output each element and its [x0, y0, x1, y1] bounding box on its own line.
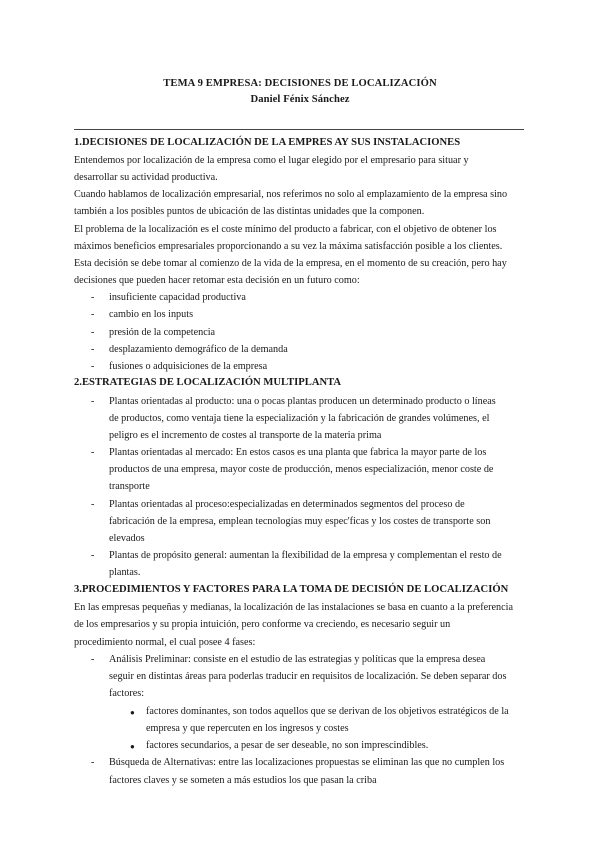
paragraph-line: Entendemos por localización de la empresa como el lugar elegido por el empresario para situar y	[74, 155, 469, 166]
paragraph-line: de los empresarios y su propia intuición, pero conforme va creciendo, es necesario seguir un	[74, 619, 451, 630]
list-item-continuation: factores:	[109, 688, 145, 699]
paragraph-line: desarrollar su actividad productiva.	[74, 172, 218, 183]
dash-marker: -	[91, 654, 95, 665]
list-item-continuation: productos de una empresa, mayor coste de producción, menos especialización, menor coste de	[109, 464, 494, 475]
dash-marker: -	[91, 327, 95, 338]
section-3-heading: 3.PROCEDIMIENTOS Y FACTORES PARA LA TOMA DE DECISIÓN DE LOCALIZACIÓN	[74, 584, 509, 595]
list-item-continuation: seguir en distintas áreas para poderlas traducir en requisitos de localización. Se deben separar dos	[109, 671, 507, 682]
dash-marker: -	[91, 344, 95, 355]
section-1-heading: 1.DECISIONES DE LOCALIZACIÓN DE LA EMPRES AY SUS INSTALACIONES	[74, 137, 461, 148]
list-item: Búsqueda de Alternativas: entre las localizaciones propuestas se eliminan las que no cumplen los	[109, 757, 505, 768]
dash-marker: -	[91, 292, 95, 303]
list-item: Plantas orientadas al producto: una o pocas plantas producen un determinado producto o líneas	[109, 396, 496, 407]
list-item: insuficiente capacidad productiva	[109, 292, 246, 303]
list-item: fusiones o adquisiciones de la empresa	[109, 361, 268, 372]
paragraph-line: Esta decisión se debe tomar al comienzo de la vida de la empresa, en el momento de su creación, pero hay	[74, 258, 507, 269]
sub-list-item: factores secundarios, a pesar de ser deseable, no son imprescindibles.	[146, 740, 429, 751]
list-item-continuation: transporte	[109, 481, 150, 492]
paragraph-line: El problema de la localización es el coste mínimo del producto a fabricar, con el objetivo de obtener los	[74, 224, 497, 235]
list-item: desplazamiento demográfico de la demanda	[109, 344, 288, 355]
paragraph-line: decisiones que pueden hacer retomar esta decisión en un futuro como:	[74, 275, 360, 286]
bullet-icon: ●	[130, 742, 135, 751]
dash-marker: -	[91, 396, 95, 407]
list-item-continuation: peligro es el incremento de costes al transporte de la materia prima	[109, 430, 382, 441]
section-2-heading: 2.ESTRATEGIAS DE LOCALIZACIÓN MULTIPLANTA	[74, 377, 342, 388]
list-item-continuation: factores claves y se someten a más estudios los que pasan la criba	[109, 775, 377, 786]
dash-marker: -	[91, 309, 95, 320]
list-item: presión de la competencia	[109, 327, 216, 338]
dash-marker: -	[91, 499, 95, 510]
paragraph-line: también a los posibles puntos de ubicación de las distintas unidades que la componen.	[74, 206, 425, 217]
bullet-icon: ●	[130, 708, 135, 717]
dash-marker: -	[91, 447, 95, 458]
paragraph-line: procedimiento normal, el cual posee 4 fases:	[74, 637, 256, 648]
sub-list-item: factores dominantes, son todos aquellos que se derivan de los objetivos estratégicos de la	[146, 706, 509, 717]
paragraph-line: Cuando hablamos de localización empresarial, nos referimos no solo al emplazamiento de la empresa sino	[74, 189, 508, 200]
dash-marker: -	[91, 361, 95, 372]
paragraph-line: En las empresas pequeñas y medianas, la localización de las instalaciones se basa en cuanto a la preferencia	[74, 602, 514, 613]
list-item-continuation: plantas.	[109, 567, 141, 578]
list-item-continuation: elevados	[109, 533, 145, 544]
list-item: Análisis Preliminar: consiste en el estudio de las estrategias y políticas que la empresa desea	[109, 654, 486, 665]
list-item: cambio en los inputs	[109, 309, 194, 320]
list-item-continuation: fabricación de la empresa, emplean tecnologías muy espec'ficas y los costes de transporte son	[109, 516, 491, 527]
paragraph-line: máximos beneficios empresariales proporcionando a su vez la máxima satisfacción posible a los clientes.	[74, 241, 503, 252]
horizontal-rule	[74, 129, 524, 130]
dash-marker: -	[91, 757, 95, 768]
list-item: Plantas orientadas al proceso:especializadas en determinados segmentos del proceso de	[109, 499, 465, 510]
dash-marker: -	[91, 550, 95, 561]
sub-list-item-continuation: empresa y que repercuten en los ingresos y costes	[146, 723, 349, 734]
list-item: Plantas orientadas al mercado: En estos casos es una planta que fabrica la mayor parte de los	[109, 447, 487, 458]
list-item: Plantas de propósito general: aumentan la flexibilidad de la empresa y complementan el resto de	[109, 550, 502, 561]
document-title: TEMA 9 EMPRESA: DECISIONES DE LOCALIZACIÓN	[163, 78, 437, 89]
document-author: Daniel Fénix Sánchez	[250, 94, 350, 105]
list-item-continuation: de productos, como ventaja tiene la especialización y la fabricación de grandes volúmenes, el	[109, 413, 490, 424]
